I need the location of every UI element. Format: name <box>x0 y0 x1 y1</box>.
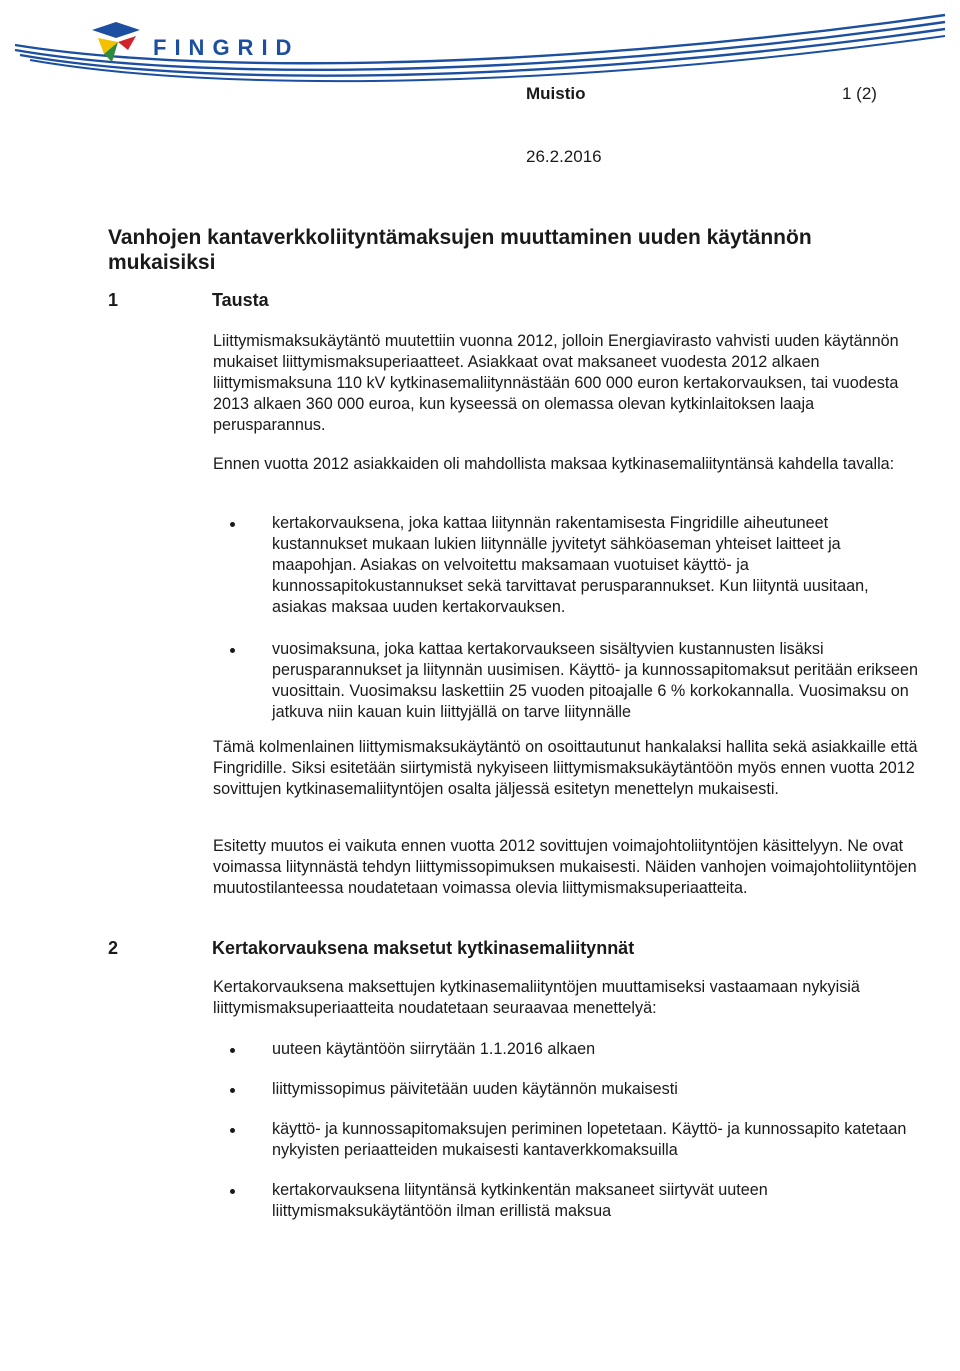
fingrid-logo <box>0 0 960 110</box>
list-item-text: kertakorvauksena liityntänsä kytkinkentän maksaneet siirtyvät uuteen liittymismaksukäytäntöön ilman erillistä maksua <box>272 1181 768 1220</box>
section-1-bullet-list <box>230 513 920 723</box>
bullet-icon <box>230 1088 235 1093</box>
section-2-paragraph-1: Kertakorvauksena maksettujen kytkinasemaliityntöjen muuttamiseksi vastaamaan nykyisiä liittymismaksuperiaatteita noudatetaan seuraavaa menettelyä: <box>213 978 860 1017</box>
section-2-title: Kertakorvauksena maksetut kytkinasemaliitynnät <box>212 938 635 958</box>
section-1-title: Tausta <box>212 290 269 310</box>
bullet-icon <box>230 648 235 653</box>
list-item <box>230 1119 920 1161</box>
list-item <box>230 639 920 723</box>
list-item-text: käyttö- ja kunnossapitomaksujen periminen lopetetaan. Käyttö- ja kunnossapito katetaan nykyisten periaatteiden mukaisesti kantaverkkomaksuilla <box>272 1120 907 1159</box>
list-item-text: liittymissopimus päivitetään uuden käytännön mukaisesti <box>272 1080 678 1098</box>
bullet-icon <box>230 1128 235 1133</box>
page-number: 1 (2) <box>842 84 877 103</box>
section-1-paragraph-1: Liittymismaksukäytäntö muutettiin vuonna 2012, jolloin Energiavirasto vahvisti uuden käytännön mukaiset liittymismaksuperiaatteet. Asiakkaat ovat maksaneet vuodesta 2012 alkaen liittymismaksuna 110 kV kytkinasemaliitynnästään 600 000 euron kertakorvauksen, tai vuodesta 2013 alkaen 360 000 euroa, kun kyseessä on olemassa olevan kytkinlaitoksen laaja perusparannus. <box>213 332 899 434</box>
section-1-number: 1 <box>108 290 119 310</box>
bullet-icon <box>230 1048 235 1053</box>
list-item-text: uuteen käytäntöön siirrytään 1.1.2016 alkaen <box>272 1040 596 1058</box>
document-type: Muistio <box>526 84 586 103</box>
list-item <box>230 1180 920 1222</box>
list-item-text: vuosimaksuna, joka kattaa kertakorvaukseen sisältyvien kustannusten lisäksi perusparannukset ja liitynnän uusimisen. Käyttö- ja kunnossapitomaksut peritään erikseen vuosittain. Vuosimaksu laskettiin 25 vuoden pitoajalle 6 % korkokannalla. Vuosimaksu on jatkuva niin kauan kuin liittyjällä on tarve liitynnälle <box>272 640 919 721</box>
section-1-paragraph-4: Esitetty muutos ei vaikuta ennen vuotta 2012 sovittujen voimajohtoliityntöjen käsittelyyn. Ne ovat voimassa liitynnästä tehdyn liittymissopimuksen mukaisesti. Näiden vanhojen voimajohtoliityntöjen muutostilanteessa noudatetaan voimassa olevia liittymismaksuperiaatteita. <box>213 837 917 897</box>
logo-wordmark: FINGRID <box>153 35 300 60</box>
list-item <box>230 513 920 618</box>
section-1-paragraph-2: Ennen vuotta 2012 asiakkaiden oli mahdollista maksaa kytkinasemaliityntänsä kahdella tavalla: <box>213 455 895 473</box>
section-1-paragraph-3: Tämä kolmenlainen liittymismaksukäytäntö on osoittautunut hankalaksi hallita sekä asiakkaille että Fingridille. Siksi esitetään siirtymistä nykyiseen liittymismaksukäytäntöön myös ennen vuotta 2012 sovittujen kytkinasemaliityntöjen osalta jäljessä esitetyn menettelyn mukaisesti. <box>213 738 918 798</box>
document-title: Vanhojen kantaverkkoliityntämaksujen muuttaminen uuden käytännön mukaisiksi <box>108 226 812 274</box>
list-item <box>230 1079 920 1100</box>
section-2-number: 2 <box>108 938 119 958</box>
bullet-icon <box>230 1189 235 1194</box>
list-item-text: kertakorvauksena, joka kattaa liitynnän rakentamisesta Fingridille aiheutuneet kustannukset mukaan lukien liitynnälle jyvitetyt sähköaseman yhteiset laitteet ja maapohjan. Asiakas on velvoitettu maksamaan vuotuiset käyttö- ja kunnossapitokustannukset sekä tarvittavat perusparannukset. Kun liityntä uusitaan, asiakas maksaa uuden kertakorvauksen. <box>272 514 869 616</box>
list-item <box>230 1039 920 1060</box>
bullet-icon <box>230 522 235 527</box>
document-date: 26.2.2016 <box>526 147 602 166</box>
logo-swoosh-icon <box>0 0 960 110</box>
section-2-bullet-list <box>230 1039 920 1222</box>
